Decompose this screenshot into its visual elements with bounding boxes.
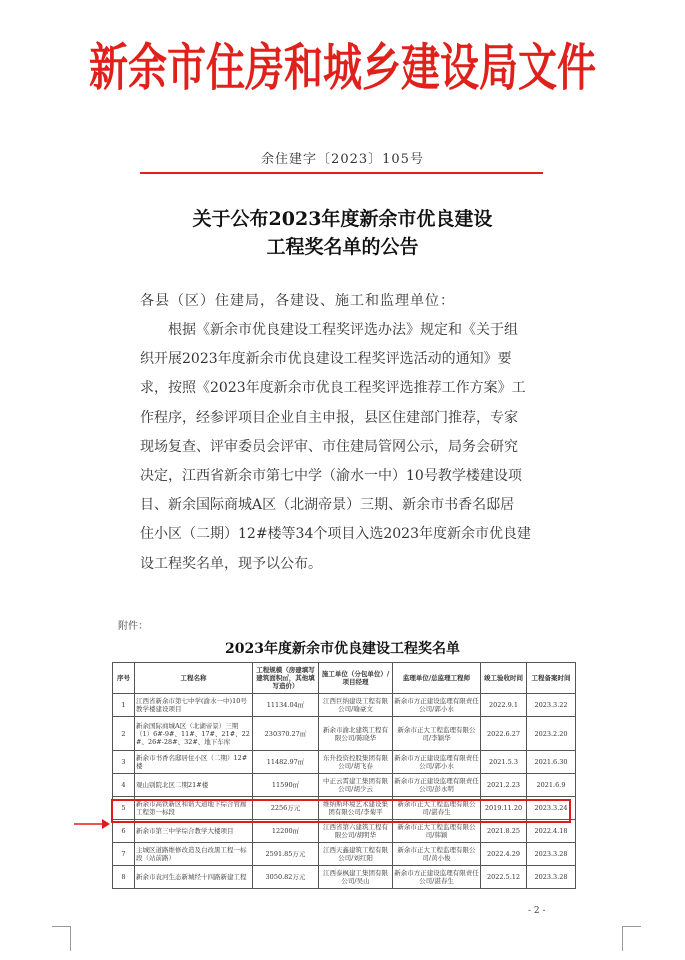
table-row xyxy=(113,751,576,774)
cell-completed: 2019.11.20 xyxy=(481,797,527,820)
cell-builder: 东升投资控股集团有限公司/胡飞春 xyxy=(319,751,393,774)
masthead-title: 新余市住房和城乡建设局文件 xyxy=(88,39,596,99)
cell-builder: 江西天鑫建筑工程有限公司/刘红阳 xyxy=(319,843,393,866)
cell-completed: 2022.5.12 xyxy=(481,866,527,889)
column-header: 竣工验收时间 xyxy=(481,663,527,694)
cell-supervisor: 新余市方正建设监理有限责任公司/郭小水 xyxy=(393,694,481,717)
cell-filed: 2023.3.28 xyxy=(527,866,576,889)
crop-mark-left xyxy=(52,926,71,951)
cell-completed: 2022.4.29 xyxy=(481,843,527,866)
cell-no: 7 xyxy=(113,843,135,866)
cell-builder: 江西巨纳建设工程有限公司/喻豪文 xyxy=(319,694,393,717)
body-line: 设工程奖名单，现予以公布。 xyxy=(140,555,322,572)
table-row xyxy=(113,774,576,797)
cell-filed: 2021.6.30 xyxy=(527,751,576,774)
body-line: 织开展2023年度新余市优良建设工程奖评选活动的通知》要 xyxy=(140,351,512,368)
cell-completed: 2022.6.27 xyxy=(481,717,527,751)
highlight-box xyxy=(111,799,571,823)
notice-title-line-1: 关于公布2023年度新余市优良建设 xyxy=(192,208,493,230)
cell-no: 1 xyxy=(113,694,135,717)
document-number: 余住建字〔2023〕105号 xyxy=(261,152,424,167)
cell-builder: 中正云霄建工集团有限公司/胡少云 xyxy=(319,774,393,797)
table-title: 2023年度新余市优良建设工程奖名单 xyxy=(225,641,460,657)
awards-table xyxy=(112,662,576,889)
cell-name: 江西省新余市第七中学(渝水一中)10号教学楼建设项目 xyxy=(135,694,253,717)
cell-builder: 新余市渝北建筑工程有限公司/陈晓华 xyxy=(319,717,393,751)
crop-mark-right xyxy=(622,926,641,951)
cell-completed: 2021.8.25 xyxy=(481,820,527,843)
table-row xyxy=(113,866,576,889)
red-arrow-icon xyxy=(74,818,110,830)
cell-completed: 2021.2.23 xyxy=(481,774,527,797)
cell-filed: 2023.2.20 xyxy=(527,717,576,751)
table-row xyxy=(113,843,576,866)
red-divider-line xyxy=(140,172,543,174)
cell-scale: 12200㎡ xyxy=(253,820,319,843)
cell-no: 6 xyxy=(113,820,135,843)
cell-builder: 江西省第六建筑工程有限公司/胡明华 xyxy=(319,820,393,843)
cell-filed: 2022.4.18 xyxy=(527,820,576,843)
column-header: 工程规模（房建填写建筑面积㎡，其他填写造价） xyxy=(253,663,319,694)
table-row xyxy=(113,717,576,751)
notice-title-line-2: 工程奖名单的公告 xyxy=(266,236,419,258)
column-header: 序号 xyxy=(113,663,135,694)
table-header-row xyxy=(113,663,576,694)
cell-supervisor: 新余市方正建设监理有限责任公司/湛春生 xyxy=(393,866,481,889)
cell-completed: 2022.9.1 xyxy=(481,694,527,717)
cell-no: 4 xyxy=(113,774,135,797)
cell-supervisor: 新余市方正建设监理有限责任公司/彭永明 xyxy=(393,774,481,797)
cell-name: 新余市高铁新区和谐大道地下综合管廊工程第一标段 xyxy=(135,797,253,820)
cell-name: 新余市第三中学综合教学大楼项目 xyxy=(135,820,253,843)
cell-no: 3 xyxy=(113,751,135,774)
column-header: 监理单位/总监理工程师 xyxy=(393,663,481,694)
salutation: 各县（区）住建局，各建设、施工和监理单位： xyxy=(140,293,455,309)
notice-body xyxy=(140,316,568,579)
cell-name: 新余市袁河生态新城经十四路新建工程 xyxy=(135,866,253,889)
cell-supervisor: 新余市正大工程监理有限公司/湛春生 xyxy=(393,797,481,820)
cell-scale: 230370.27㎡ xyxy=(253,717,319,751)
cell-scale: 2591.85万元 xyxy=(253,843,319,866)
body-line: 目、新余国际商城A区（北湖帝景）三期、新余市书香名邸居 xyxy=(140,497,515,514)
body-line: 作程序，经参评项目企业自主申报，县区住建部门推荐，专家 xyxy=(140,409,518,426)
body-line: 求，按照《2023年度新余市优良工程奖评选推荐工作方案》工 xyxy=(140,380,526,397)
cell-no: 5 xyxy=(113,797,135,820)
body-line: 根据《新余市优良建设工程奖评选办法》规定和《关于组 xyxy=(168,322,518,338)
body-line: 住小区（二期）12#楼等34个项目入选2023年度新余市优良建 xyxy=(140,526,531,543)
cell-supervisor: 新余市正大工程监理有限公司/李颖华 xyxy=(393,717,481,751)
appendix-label: 附件： xyxy=(118,621,148,632)
cell-no: 8 xyxy=(113,866,135,889)
cell-scale: 2256万元 xyxy=(253,797,319,820)
cell-supervisor: 新余市正大工程监理有限公司/黄小俊 xyxy=(393,843,481,866)
cell-filed: 2023.3.24 xyxy=(527,797,576,820)
cell-filed: 2021.6.9 xyxy=(527,774,576,797)
cell-supervisor: 新余市正大工程监理有限公司/韩颖 xyxy=(393,820,481,843)
column-header: 施工单位（分包单位）/项目经理 xyxy=(319,663,393,694)
table-row xyxy=(113,694,576,717)
cell-name: 新余市书香名邸居住小区（二期）12#楼 xyxy=(135,751,253,774)
cell-name: 观山别院北区二期21#楼 xyxy=(135,774,253,797)
page-number: - 2 - xyxy=(528,906,546,916)
column-header: 工程备案时间 xyxy=(527,663,576,694)
cell-no: 2 xyxy=(113,717,135,751)
column-header: 工程名称 xyxy=(135,663,253,694)
cell-builder: 维纳斯环境艺术建设集团有限公司/李菊平 xyxy=(319,797,393,820)
cell-name: 新余国际商城A区（北湖帝景）三期（1）6#-9#、11#、17#、21#、22#、26#-28#、32#、地下车库 xyxy=(135,717,253,751)
body-line: 现场复查、评审委员会评审、市住建局管网公示，局务会研究 xyxy=(140,438,518,455)
cell-name: 主城区道路维修改造及白改黑工程一标段（站前路） xyxy=(135,843,253,866)
cell-scale: 11482.97㎡ xyxy=(253,751,319,774)
cell-filed: 2023.3.28 xyxy=(527,843,576,866)
body-line: 决定，江西省新余市第七中学（渝水一中）10号教学楼建设项 xyxy=(140,468,522,485)
cell-completed: 2021.5.3 xyxy=(481,751,527,774)
cell-filed: 2023.3.22 xyxy=(527,694,576,717)
cell-scale: 11134.04㎡ xyxy=(253,694,319,717)
cell-scale: 11590㎡ xyxy=(253,774,319,797)
notice-title xyxy=(0,205,685,261)
cell-scale: 3050.82万元 xyxy=(253,866,319,889)
cell-supervisor: 新余市方正建设监理有限责任公司/郭小水 xyxy=(393,751,481,774)
cell-builder: 江西泰枫建工集团有限公司/吴山 xyxy=(319,866,393,889)
